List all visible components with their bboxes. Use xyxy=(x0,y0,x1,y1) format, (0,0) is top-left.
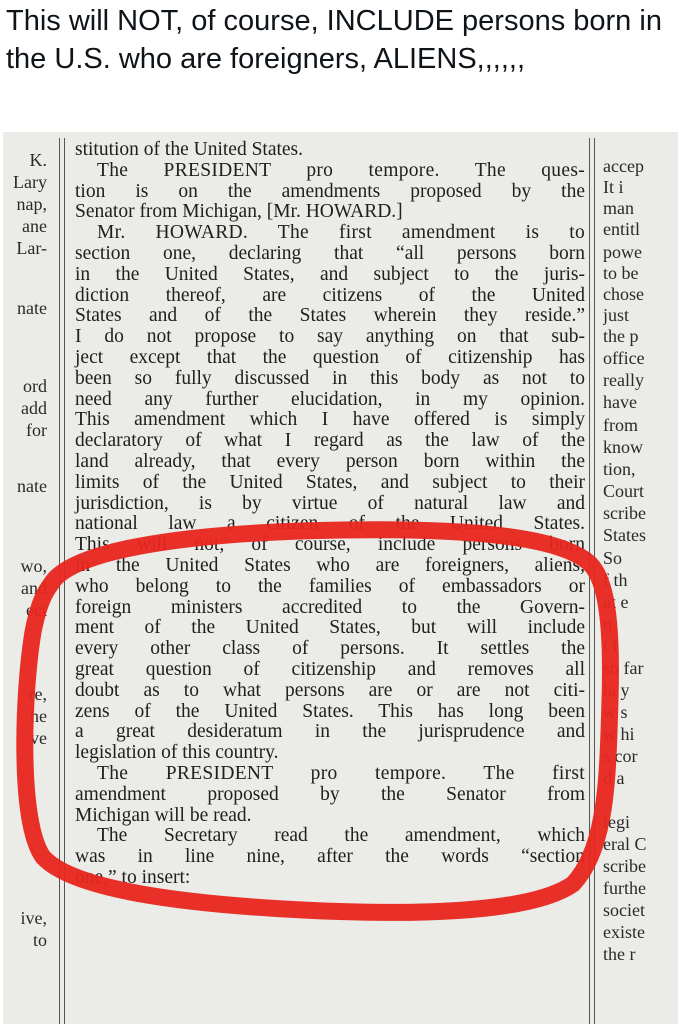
left-margin-fragment: ive, xyxy=(20,908,47,928)
left-margin-fragment: nap, xyxy=(16,194,47,214)
right-margin-fragment: furthe xyxy=(603,878,646,898)
right-margin-fragment: States xyxy=(603,525,646,545)
text-line: one,” to insert: xyxy=(75,866,191,888)
text-line: Michigan will be read. xyxy=(75,804,252,826)
text-line: jurisdiction, is by virtue of natural law and xyxy=(75,492,585,514)
text-line: Mr. HOWARD. The first amendment is to xyxy=(97,222,585,244)
right-margin-fragment: the r xyxy=(603,944,636,964)
left-margin-fragment: nate xyxy=(17,476,47,496)
text-line: declaratory of what I regard as the law of the xyxy=(75,430,585,452)
left-margin-fragment: to xyxy=(32,930,47,950)
column-rule-right xyxy=(589,138,595,1024)
text-line: a great desideratum in the jurisprudence and xyxy=(75,721,585,743)
left-margin-fragment: ane xyxy=(22,216,47,236)
text-line: who belong to the families of embassadors or xyxy=(75,575,585,597)
left-margin-fragment: he xyxy=(30,706,47,726)
text-line: need any further elucidation, in my opinion. xyxy=(75,388,585,410)
text-line: ject except that the question of citizenship has xyxy=(75,346,585,368)
text-line: in the United States who are foreigners, aliens, xyxy=(75,554,585,576)
text-line: every other class of persons. It settles the xyxy=(75,638,585,660)
right-margin-fragment: w hi xyxy=(603,724,635,744)
text-line: ment of the United States, but will include xyxy=(75,617,585,639)
left-margin-fragment: nate xyxy=(17,298,47,318)
right-margin-fragment: so far xyxy=(603,658,644,678)
text-line: doubt as to what persons are or are not citi- xyxy=(75,679,585,701)
text-line: This amendment which I have offered is simply xyxy=(75,409,585,431)
left-margin-fragment: for xyxy=(26,420,47,440)
text-line: This will not, of course, include persons born xyxy=(75,534,585,556)
text-line: limits of the United States, and subject to their xyxy=(75,471,585,493)
right-margin-fragment: It i xyxy=(603,177,624,197)
text-line: great question of citizenship and removes all xyxy=(75,658,585,680)
right-margin-fragment: just xyxy=(603,305,630,325)
right-margin-fragment: chose xyxy=(603,284,644,304)
left-margin-fragment: ord xyxy=(23,376,47,396)
right-margin-fragment: d a xyxy=(603,768,625,788)
right-margin-fragment: from xyxy=(603,415,638,435)
text-line: stitution of the United States. xyxy=(75,139,304,160)
right-margin-fragment: la y xyxy=(603,680,630,700)
text-line: was in line nine, after the words “section xyxy=(75,846,585,868)
right-margin-fragment: Court xyxy=(603,481,645,501)
right-margin-fragment: scribe xyxy=(603,856,646,876)
right-margin-fragment: legi xyxy=(603,812,630,832)
right-margin-fragment: man xyxy=(603,198,634,218)
right-margin-fragment: at e xyxy=(603,592,629,612)
right-margin-fragment: w s xyxy=(603,702,628,722)
right-margin-fragment: eral C xyxy=(603,834,647,854)
right-margin-fragment: accep xyxy=(603,156,644,176)
left-margin-fragment: Lar- xyxy=(16,238,47,258)
text-line: amendment proposed by the Senator from xyxy=(75,783,585,805)
tweet-caption: This will NOT, of course, INCLUDE persons born in the U.S. who are foreigners, ALIENS,,,,,, xyxy=(6,5,671,75)
right-margin-fragment: to be xyxy=(603,263,639,283)
text-line: national law a citizen of the United States. xyxy=(75,513,585,535)
text-line: The Secretary read the amendment, which xyxy=(97,825,585,847)
right-margin-fragment: the p xyxy=(603,326,639,346)
text-line: section one, declaring that “all persons born xyxy=(75,242,585,264)
right-margin-fragment: societ xyxy=(603,900,645,920)
right-margin-fragment: t i xyxy=(603,636,618,656)
text-line: foreign ministers accredited to the Govern- xyxy=(75,596,585,618)
text-line: been so fully discussed in this body as not to xyxy=(75,367,585,389)
left-margin-fragment: Lary xyxy=(13,172,47,192)
left-margin-fragment: add xyxy=(21,398,47,418)
left-margin-fragment: and xyxy=(21,578,47,598)
left-margin-fragment: re, xyxy=(28,684,47,704)
text-line: Senator from Michigan, [Mr. HOWARD.] xyxy=(75,201,403,223)
text-line: tion is on the amendments proposed by the xyxy=(75,180,585,202)
text-line: The PRESIDENT pro tempore. The ques- xyxy=(97,159,585,181)
right-margin-fragment: know xyxy=(603,437,643,457)
text-line: The PRESIDENT pro tempore. The first xyxy=(97,762,585,784)
text-line: land already, that every person born within the xyxy=(75,450,585,472)
left-margin-fragment: ve xyxy=(30,728,47,748)
right-margin-fragment: tion, xyxy=(603,459,636,479)
right-margin-fragment: office xyxy=(603,348,645,368)
text-line: zens of the United States. This has long been xyxy=(75,700,585,722)
right-margin-fragment: n xyxy=(603,614,612,634)
right-margin-fragment: existe xyxy=(603,922,645,942)
text-line: legislation of this country. xyxy=(75,742,279,764)
text-line: I do not propose to say anything on that sub- xyxy=(75,326,585,348)
left-margin-fragment: ect xyxy=(26,600,47,620)
text-line: in the United States, and subject to the juris- xyxy=(75,263,585,285)
right-margin-fragment: f th xyxy=(603,570,628,590)
right-margin-fragment: have xyxy=(603,392,637,412)
text-line: diction thereof, are citizens of the United xyxy=(75,284,585,306)
column-rule-left xyxy=(59,138,65,1024)
left-margin-fragment: K. xyxy=(29,150,47,170)
right-margin-fragment: entitl xyxy=(603,219,640,239)
main-column xyxy=(75,140,585,889)
right-margin-fragment: s cor xyxy=(603,746,638,766)
left-margin-fragment: wo, xyxy=(20,556,47,576)
right-margin-fragment: So xyxy=(603,548,623,568)
right-margin-fragment: powe xyxy=(603,242,642,262)
text-line: States and of the States wherein they reside.” xyxy=(75,305,585,327)
newspaper-scan xyxy=(3,132,678,1024)
right-margin-fragment: really xyxy=(603,370,644,390)
right-margin-fragment: scribe xyxy=(603,503,646,523)
